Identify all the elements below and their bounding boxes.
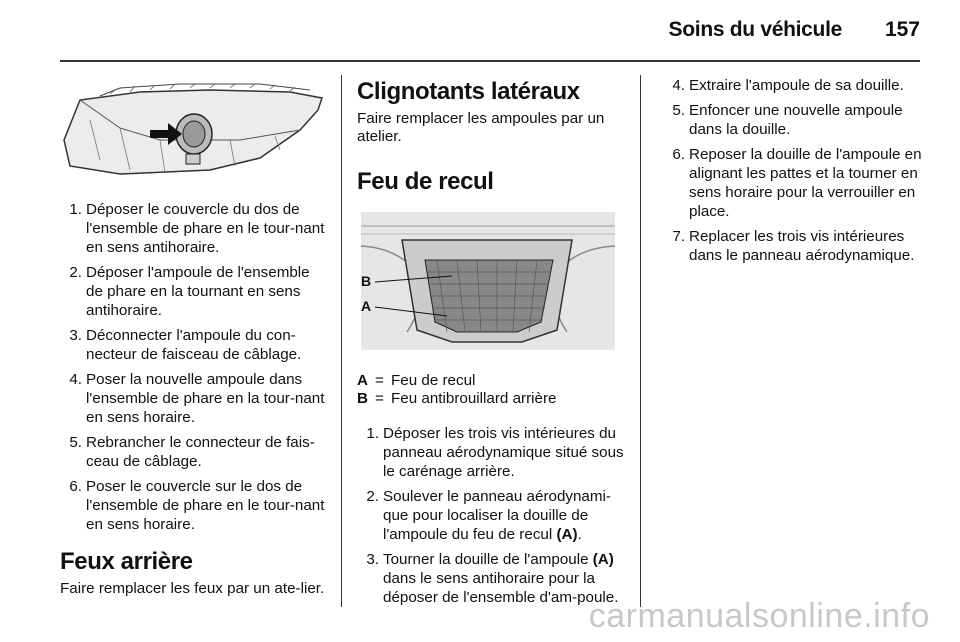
figure-label-a: A — [361, 298, 372, 314]
list-item: 4. Poser la nouvelle ampoule dans l'ensemble de phare en la tour-nant en sens horaire. — [69, 371, 325, 426]
bulb-steps — [663, 76, 925, 265]
column-2 — [357, 70, 625, 613]
reverse-lamp-figure — [357, 212, 617, 352]
page-header-title: Soins du véhicule — [668, 18, 842, 41]
list-item: 5. Enfoncer une nouvelle ampoule dans la douille. — [672, 102, 903, 138]
reverse-lamp-steps — [357, 424, 625, 607]
list-item: 7. Replacer les trois vis intérieures dans le panneau aérodynamique. — [672, 228, 915, 264]
figure-legend — [357, 372, 625, 408]
column-divider-1 — [341, 75, 342, 607]
column-1 — [60, 70, 325, 598]
page-number: 157 — [884, 18, 920, 41]
header-divider — [60, 60, 920, 62]
list-item: 4. Extraire l'ampoule de sa douille. — [672, 77, 904, 94]
legend-row: A = Feu de recul — [357, 372, 476, 389]
headlamp-steps — [60, 200, 325, 534]
section-text-clignotants: Faire remplacer les ampoules par un atelier. — [357, 110, 605, 145]
list-item: 3. Déconnecter l'ampoule du con-necteur de faisceau de câblage. — [69, 327, 302, 363]
list-item: 2. Déposer l'ampoule de l'ensemble de phare en la tournant en sens antihoraire. — [69, 264, 310, 319]
section-title-feu-de-recul: Feu de recul — [357, 168, 494, 195]
watermark: carmanualsonline.info — [588, 597, 930, 635]
list-item: 1. Déposer les trois vis intérieures du panneau aérodynamique situé sous le carénage arrière. — [366, 425, 624, 480]
list-item: 6. Reposer la douille de l'ampoule en alignant les pattes et la tourner en sens horaire pour la verrouiller en place. — [672, 146, 922, 220]
section-text-feux-arriere: Faire remplacer les feux par un ate-lier. — [60, 580, 325, 597]
section-title-feux-arriere: Feux arrière — [60, 548, 193, 575]
list-item: 6. Poser le couvercle sur le dos de l'ensemble de phare en le tour-nant en sens horaire. — [69, 478, 325, 533]
headlamp-figure — [60, 70, 325, 182]
list-item: 3. Tourner la douille de l'ampoule (A) dans le sens antihoraire pour la déposer de l'ensemble d'am-poule. — [366, 551, 619, 606]
list-item: 2. Soulever le panneau aérodynami-que pour localiser la douille de l'ampoule du feu de recul (A). — [366, 488, 611, 543]
column-divider-2 — [640, 75, 641, 607]
column-3 — [663, 70, 925, 271]
legend-row: B = Feu antibrouillard arrière — [357, 390, 557, 407]
list-item: 1. Déposer le couvercle du dos de l'ensemble de phare en le tour-nant en sens antihoraire. — [69, 201, 325, 256]
figure-label-b: B — [361, 273, 372, 289]
list-item: 5. Rebrancher le connecteur de fais-ceau de câblage. — [69, 434, 315, 470]
section-title-clignotants: Clignotants latéraux — [357, 78, 580, 105]
